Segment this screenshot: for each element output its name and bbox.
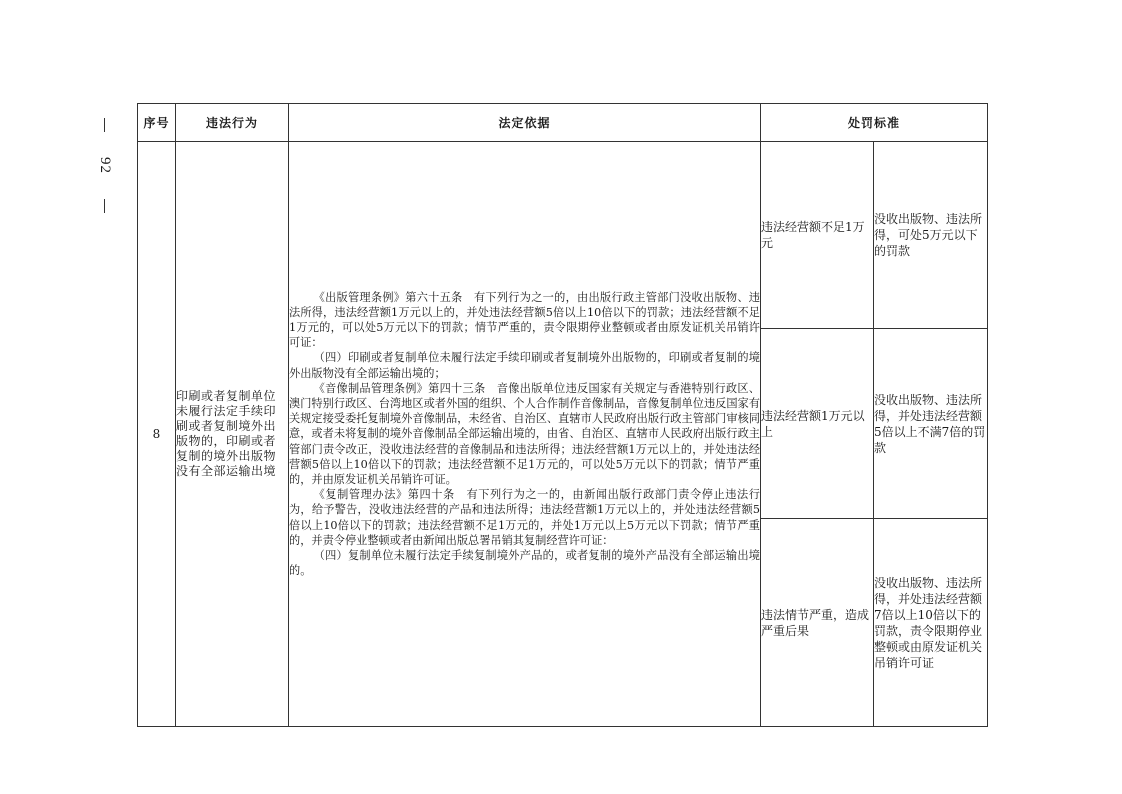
page-number-marker bbox=[92, 118, 116, 213]
condition-cell: 违法经营额1万元以上 bbox=[761, 329, 874, 519]
page-number: 92 bbox=[96, 157, 113, 174]
basis-paragraph: （四）复制单位未履行法定手续复制境外产品的，或者复制的境外产品没有全部运输出境的。 bbox=[289, 549, 760, 578]
header-basis: 法定依据 bbox=[289, 104, 761, 142]
basis-paragraph: 《音像制品管理条例》第四十三条 音像出版单位违反国家有关规定与香港特别行政区、澳门特别行政区、台湾地区或者外国的组织、个人合作制作音像制品，音像复制单位违反国家有关规定接受委托复制境外音像制品，未经省、自治区、直辖市人民政府出版行政主管部门审核同意，或者未将复制的境外音像制品全部运输出境的，由省、自治区、直辖市人民政府出版行政主管部门责令改正，没收违法经营的音像制品和违法所得；违法经营额1万元以上的，并处违法经营额5倍以上10倍以下的罚款；违法经营额不足1万元的，可以处5万元以下的罚款；情节严重的，并由原发证机关吊销许可证。 bbox=[289, 381, 760, 486]
basis-paragraph: 《出版管理条例》第六十五条 有下列行为之一的，由出版行政主管部门没收出版物、违法所得，违法经营额1万元以上的，并处违法经营额5倍以上10倍以下的罚款；违法经营额不足1万元的，可以处5万元以下的罚款；情节严重的，责令限期停业整顿或者由原发证机关吊销许可证： bbox=[289, 290, 760, 350]
penalty-cell: 没收出版物、违法所得，并处违法经营额5倍以上不满7倍的罚款 bbox=[874, 329, 988, 519]
penalty-cell: 没收出版物、违法所得，并处违法经营额7倍以上10倍以下的罚款，责令限期停业整顿或由原发证机关吊销许可证 bbox=[874, 519, 988, 727]
basis-paragraph: （四）印刷或者复制单位未履行法定手续印刷或者复制境外出版物的，印刷或者复制的境外出版物没有全部运输出境的； bbox=[289, 351, 760, 380]
penalty-table bbox=[137, 103, 988, 727]
divider bbox=[104, 118, 105, 132]
row-number: 8 bbox=[138, 142, 176, 727]
header-act: 违法行为 bbox=[176, 104, 289, 142]
divider bbox=[104, 199, 105, 213]
table-header-row bbox=[138, 104, 988, 142]
violation-act: 印刷或者复制单位未履行法定手续印刷或者复制境外出版物的，印刷或者复制的境外出版物没有全部运输出境 bbox=[176, 142, 289, 727]
basis-paragraph: 《复制管理办法》第四十条 有下列行为之一的，由新闻出版行政部门责令停止违法行为，给予警告，没收违法经营的产品和违法所得；违法经营额1万元以上的，并处违法经营额5倍以上10倍以下的罚款；违法经营额不足1万元的，并处1万元以上5万元以下罚款；情节严重的，并责令停业整顿或者由新闻出版总署吊销其复制经营许可证： bbox=[289, 488, 760, 547]
condition-cell: 违法情节严重，造成严重后果 bbox=[761, 519, 874, 727]
table-row bbox=[138, 142, 988, 329]
penalty-cell: 没收出版物、违法所得，可处5万元以下的罚款 bbox=[874, 142, 988, 329]
header-no: 序号 bbox=[138, 104, 176, 142]
condition-cell: 违法经营额不足1万元 bbox=[761, 142, 874, 329]
header-standard: 处罚标准 bbox=[761, 104, 988, 142]
legal-basis bbox=[289, 142, 761, 727]
